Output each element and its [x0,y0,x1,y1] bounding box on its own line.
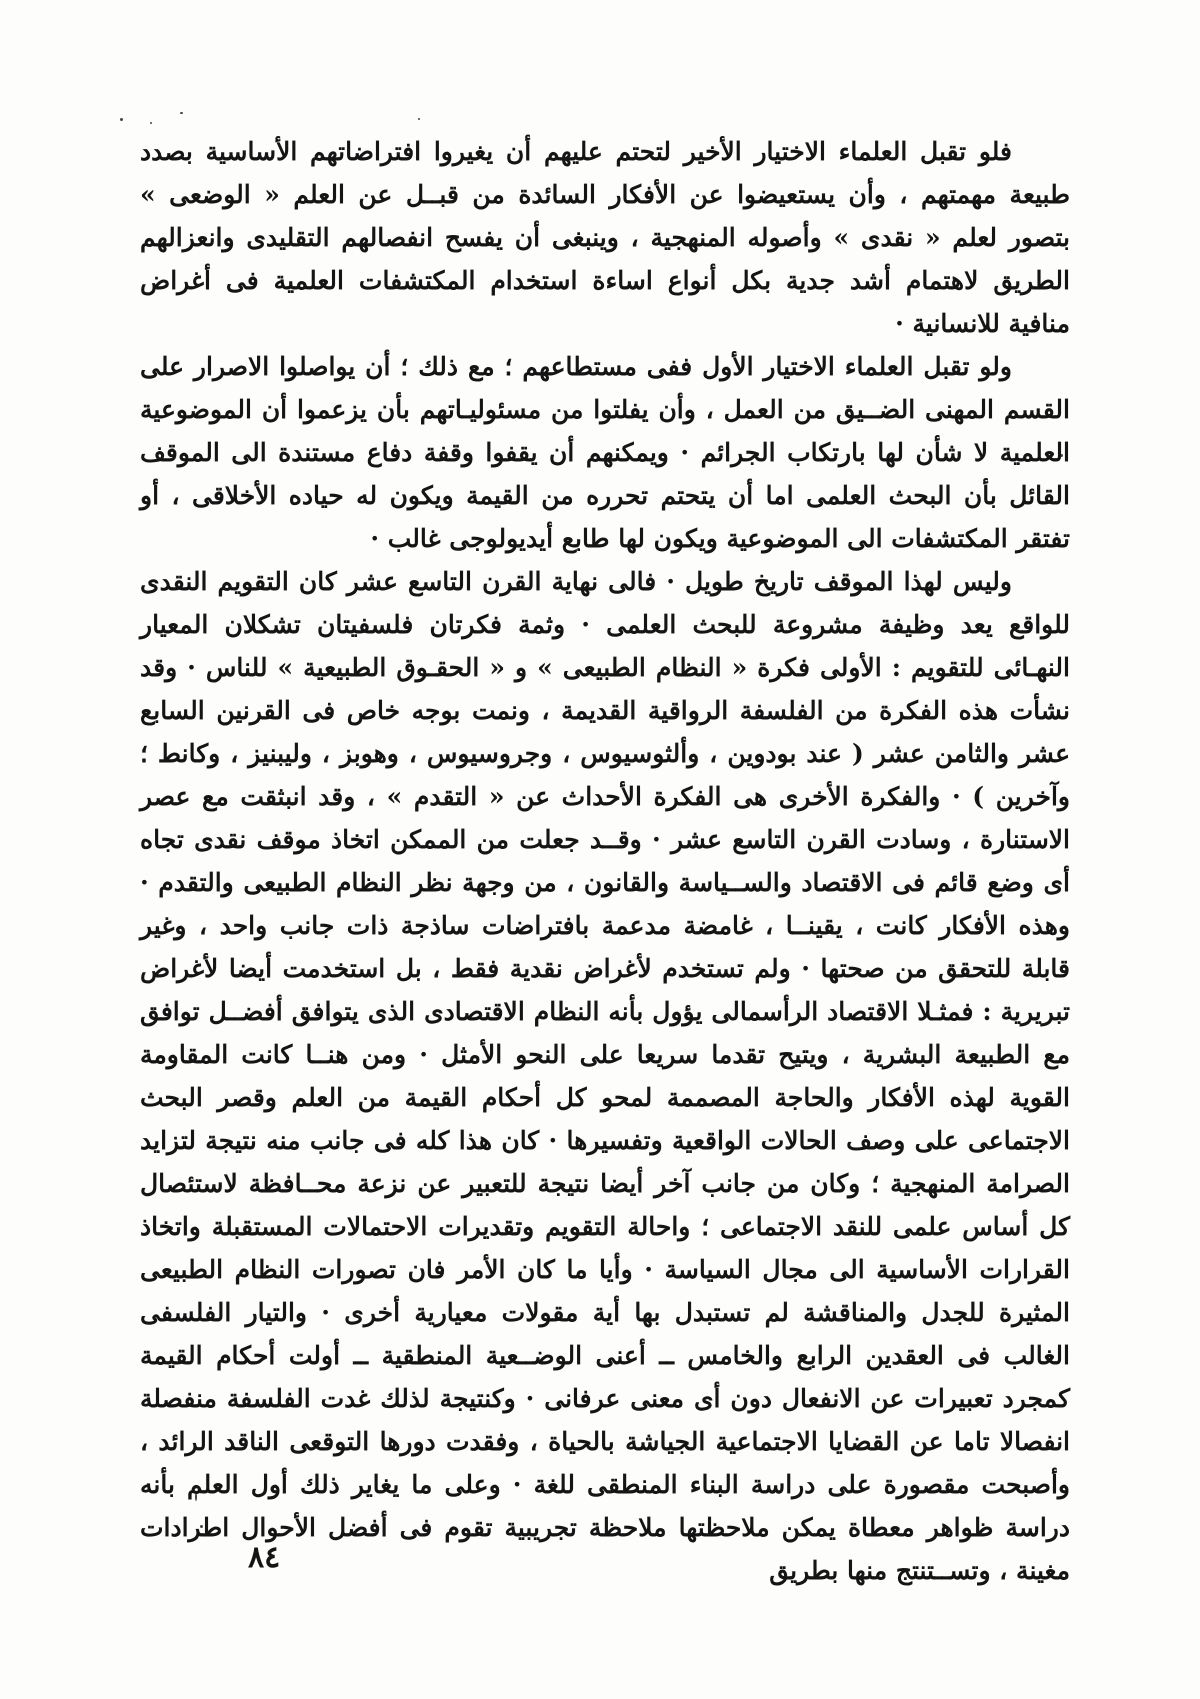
scan-speck [418,118,420,120]
paragraph-1 [140,130,1070,345]
scan-speck [180,112,183,114]
scan-speck [150,122,152,124]
page-number: ٨٤ [248,1540,281,1575]
paragraph-text: فلو تقبل العلماء الاختيار الأخير لتحتم عليهم أن يغيروا افتراضاتهم الأساسية بصدد طبيعة مهمتهم ، وأن يستعيضوا عن الأفكار السائدة من قبــل عن العلم « الوضعى » بتصور لعلم « نقدى » وأصوله المنهجية ، وينبغى أن يفسح انفصالهم التقليدى وانعزالهم الطريق لاهتمام أشد جدية بكل أنواع اساءة استخدام المكتشفات العلمية فى أغراض منافية للانسانية · [140,137,1070,338]
paragraph-2 [140,345,1070,560]
paragraph-3 [140,560,1070,1592]
paragraph-text: ولو تقبل العلماء الاختيار الأول ففى مستطاعهم ؛ مع ذلك ؛ أن يواصلوا الاصرار على القسم المهنى الضــيق من العمل ، وأن يفلتوا من مسئوليـاتهم بأن يزعموا أن الموضوعية العلمية لا شأن لها بارتكاب الجرائم · ويمكنهم أن يقفوا وقفة دفاع مستندة الى الموقف القائل بأن البحث العلمى اما أن يتحتم تحرره من القيمة ويكون له حياده الأخلاقى ، أو تفتقر المكتشفات الى الموضوعية ويكون لها طابع أيديولوجى غالب · [140,352,1070,553]
paragraph-text: وليس لهذا الموقف تاريخ طويل · فالى نهاية القرن التاسع عشر كان التقويم النقدى للواقع يعد وظيفة مشروعة للبحث العلمى · وثمة فكرتان فلسفيتان تشكلان المعيار النهـائى للتقويم : الأولى فكرة « النظام الطبيعى » و « الحقـوق الطبيعية » للناس · وقد نشأت هذه الفكرة من الفلسفة الرواقية القديمة ، ونمت بوجه خاص فى القرنين السابع عشر والثامن عشر ( عند بودوين ، وألثوسيوس ، وجروسيوس ، وهوبز ، وليبنيز ، وكانط ؛ وآخرين ) · والفكرة الأخرى هى الفكرة الأحداث عن « التقدم » ، وقد انبثقت مع عصر الاستنارة ، وسادت القرن التاسع عشر · وقــد جعلت من الممكن اتخاذ موقف نقدى تجاه أى وضع قائم فى الاقتصاد والســياسة والقانون ، من وجهة نظر النظام الطبيعى والتقدم · وهذه الأفكار كانت ، يقينــا ، غامضة مدعمة بافتراضات ساذجة ذات جانب واحد ، وغير قابلة للتحقق من صحتها · ولم تستخدم لأغراض نقدية فقط ، بل استخدمت أيضا لأغراض تبريرية : فمثـلا الاقتصاد الرأسمالى يؤول بأنه النظام الاقتصادى الذى يتوافق أفضــل توافق مع الطبيعة البشرية ، ويتيح تقدما سريعا على النحو الأمثل · ومن هنــا كانت المقاومة القوية لهذه الأفكار والحاجة المصممة لمحو كل أحكام القيمة من العلم وقصر البحث الاجتماعى على وصف الحالات الواقعية وتفسيرها · كان هذا كله فى جانب منه نتيجة لتزايد الصرامة المنهجية ؛ وكان من جانب آخر أيضا نتيجة للتعبير عن نزعة محــافظة لاستئصال كل أساس علمى للنقد الاجتماعى ؛ واحالة التقويم وتقديرات الاحتمالات المستقبلة واتخاذ القرارات الأساسية الى مجال السياسة · وأيا ما كان الأمر فان تصورات النظام الطبيعى المثيرة للجدل والمناقشة لم تستبدل بها أية مقولات معيارية أخرى · والتيار الفلسفى الغالب فى العقدين الرابع والخامس ــ أعنى الوضــعية المنطقية ــ أولت أحكام القيمة كمجرد تعبيرات عن الانفعال دون أى معنى عرفانى · وكنتيجة لذلك غدت الفلسفة منفصلة انفصالا تاما عن القضايا الاجتماعية الجياشة بالحياة ، وفقدت دورها التوقعى الناقد الرائد ، وأصبحت مقصورة على دراسة البناء المنطقى للغة · وعلى ما يغاير ذلك أول العلم بأنه دراسة ظواهر معطاة يمكن ملاحظتها ملاحظة تجريبية تقوم فى أفضل الأحوال اطرادات مغينة ، وتســتنتج منها بطريق [140,567,1070,1585]
scan-speck [120,118,123,121]
